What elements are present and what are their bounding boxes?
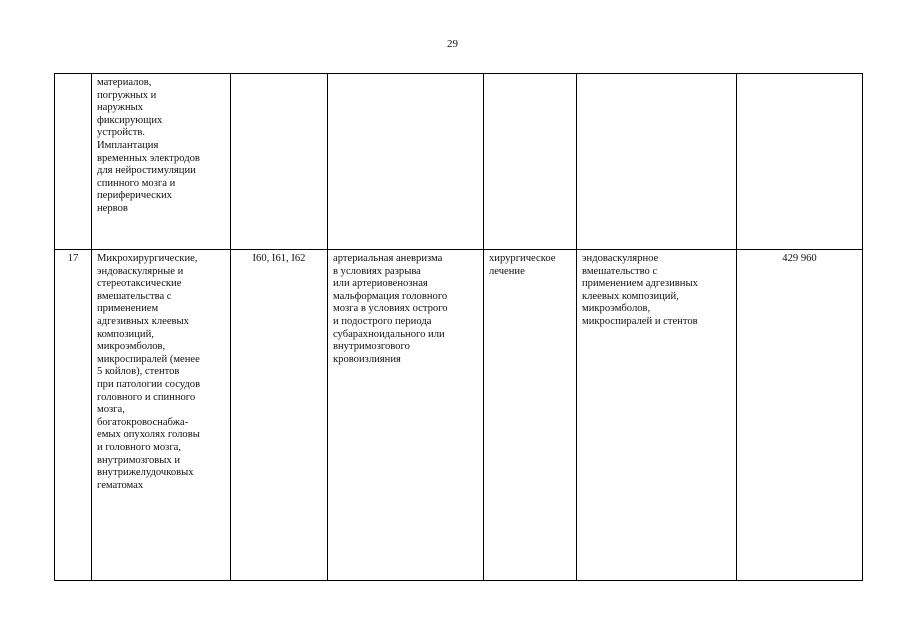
treatment-method-cell [577, 74, 737, 250]
treatment-type-cell [484, 74, 577, 250]
icd-codes-cell [231, 250, 328, 581]
method-name-text: материалов, погружных и наружных фиксирующих устройств. Имплантация временных электродов для нейростимуляции спинного мозга и периферических нервов [97, 77, 200, 214]
row-number-cell [55, 74, 92, 250]
price-text: 429 960 [782, 253, 817, 264]
table-row-continued [55, 74, 863, 250]
icd-codes-cell [231, 74, 328, 250]
price-cell [737, 74, 863, 250]
row-number-cell [55, 250, 92, 581]
patient-model-text: артериальная аневризма в условиях разрыва или артериовенозная мальформация головного мозга в условиях острого и подострого периода субарахноидального или внутримозгового кровоизлияния [333, 253, 448, 365]
method-name-text: Микрохирургические, эндоваскулярные и стереотаксические вмешательства с применением адгезивных клеевых композиций, микроэмболов, микроспиралей (менее 5 койлов), стентов при патологии сосудов головного и спинного мозга, богатокровоснабжа- емых опухолях головы и головного мозга, внутримозговых и внутрижелудочковых гематомах [97, 253, 201, 491]
price-cell [737, 250, 863, 581]
treatment-method-text: эндоваскулярное вмешательство с применением адгезивных клеевых композиций, микроэмболов, микроспиралей и стентов [582, 253, 698, 327]
treatment-method-cell [577, 250, 737, 581]
medical-care-table [54, 73, 863, 581]
treatment-type-cell [484, 250, 577, 581]
patient-model-cell [328, 250, 484, 581]
patient-model-cell [328, 74, 484, 250]
method-name-cell [92, 74, 231, 250]
method-name-cell [92, 250, 231, 581]
page-number: 29 [447, 38, 458, 50]
row-number: 17 [67, 253, 79, 264]
table-row-17 [55, 250, 863, 581]
treatment-type-text: хирургическое лечение [489, 253, 556, 277]
icd-codes-text: I60, I61, I62 [252, 253, 306, 264]
